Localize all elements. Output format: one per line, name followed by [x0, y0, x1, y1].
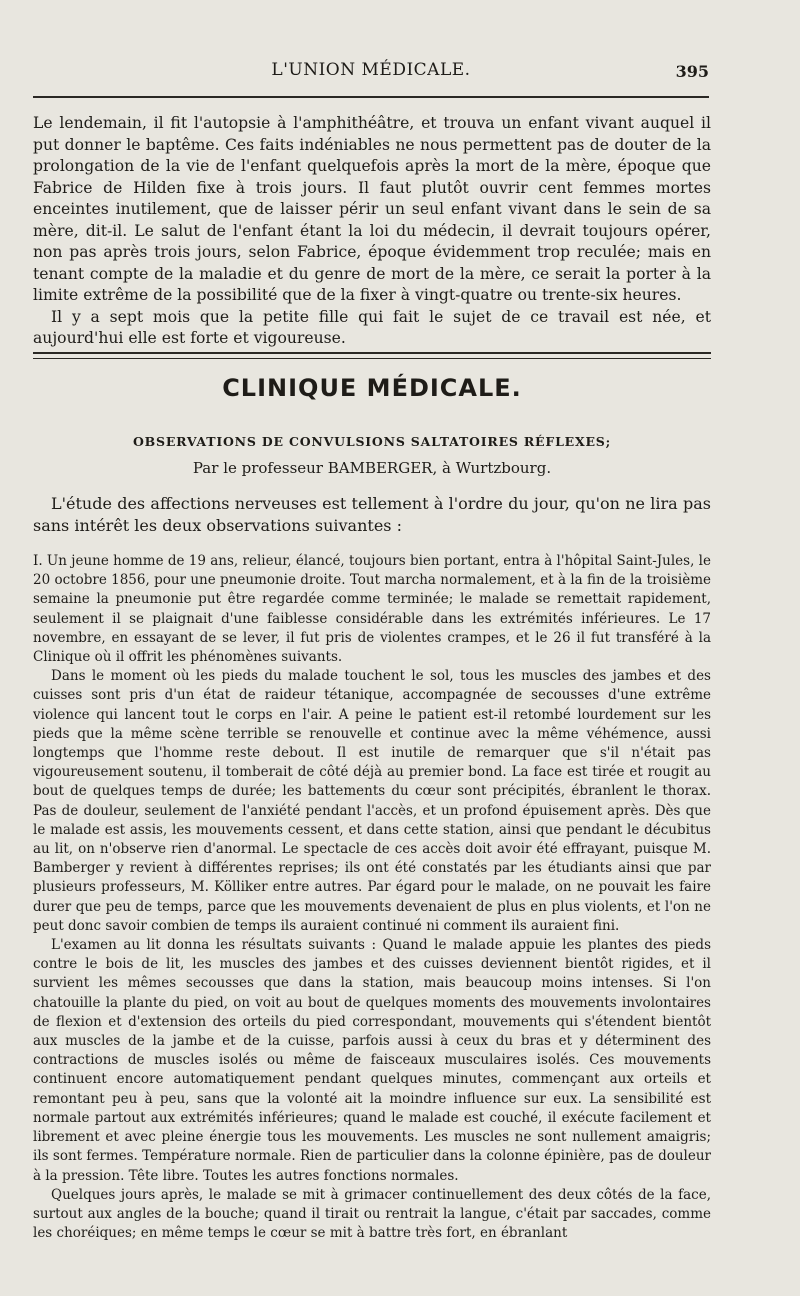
body-paragraph: L'examen au lit donna les résultats suivants : Quand le malade appuie les plantes des pieds contre le bois de lit, les muscles des jambes et des cuisses deviennent bientôt rigides, et il survient les mêmes secousses que dans la station, mais beaucoup moins intenses. Si l'on chatouille la plante du pied, on voit au bout de quelques moments des mouvements involontaires de flexion et d'extension des orteils du pied correspondant, mouvements qui s'étendent bientôt aux muscles de la jambe et de la cuisse, parfois aussi à ceux du bras et y déterminent des contractions de muscles isolés ou même de faisceaux musculaires isolés. Ces mouvements continuent encore automatiquement pendant quelques minutes, commençant aux orteils et remontant peu à peu, sans que la volonté ait la moindre influence sur eux. La sensibilité est normale partout aux extrémités inférieures; quand le malade est couché, il exécute facilement et librement et avec pleine énergie tous les mouvements. Les muscles ne sont nullement amaigris; ils sont fermes. Température normale. Rien de particulier dans la colonne épinière, pas de douleur à la pression. Tête libre. Toutes les autres fonctions normales.: [33, 937, 711, 1184]
intro-text: [33, 113, 711, 350]
lead-text: [33, 493, 711, 537]
body-paragraph: Dans le moment où les pieds du malade touchent le sol, tous les muscles des jambes et des cuisses sont pris d'un état de raideur tétanique, accompagnée de secousses d'une extrême violence qui lancent tout le corps en l'air. A peine le patient est-il retombé lourdement sur les pieds que la même scène terrible se renouvelle et continue avec la même véhémence, aussi longtemps que l'homme reste debout. Il est inutile de remarquer que s'il n'était pas vigoureusement soutenu, il tomberait de côté déjà au premier bond. La face est tirée et rougit au bout de quelques temps de durée; les battements du cœur sont précipités, ébranlent le thorax. Pas de douleur, seulement de l'anxiété pendant l'accès, et un profond épuisement après. Dès que le malade est assis, les mouvements cessent, et dans cette station, ainsi que pendant le décubitus au lit, on n'observe rien d'anormal. Le spectacle de ces accès doit avoir été effrayant, puisque M. Bamberger y revient à différentes reprises; ils ont été constatés par les étudiants ainsi que par plusieurs professeurs, M. Kölliker entre autres. Par égard pour le malade, on ne pouvait les faire durer que peu de temps, parce que les mouvements devenaient de plus en plus violents, et l'on ne peut donc savoir combien de temps ils auraient continué ni comment ils auraient fini.: [33, 668, 711, 934]
lead-paragraph: L'étude des affections nerveuses est tellement à l'ordre du jour, qu'on ne lira pas sans intérêt les deux observations suivantes :: [33, 494, 711, 535]
body-paragraph: Quelques jours après, le malade se mit à grimacer continuellement des deux côtés de la face, surtout aux angles de la bouche; quand il tirait ou rentrait la langue, c'était par saccades, comme les choréiques; en même temps le cœur se mit à battre très fort, en ébranlant: [33, 1186, 711, 1242]
running-title: L'UNION MÉDICALE.: [271, 60, 471, 80]
author-line: Par le professeur BAMBERGER, à Wurtzbourg.: [192, 459, 552, 477]
section-title: CLINIQUE MÉDICALE.: [222, 374, 522, 402]
observations-title: OBSERVATIONS DE CONVULSIONS SALTATOIRES RÉFLEXES;: [132, 434, 612, 449]
intro-paragraph: Il y a sept mois que la petite fille qui fait le sujet de ce travail est née, et aujourd'hui elle est forte et vigoureuse.: [33, 307, 711, 347]
header-rule: [33, 96, 709, 98]
intro-paragraph: Le lendemain, il fit l'autopsie à l'amphithéâtre, et trouva un enfant vivant auquel il put donner le baptême. Ces faits indéniables ne nous permettent pas de douter de la prolongation de la vie de l'enfant quelquefois après la mort de la mère, époque que Fabrice de Hilden fixe à trois jours. Il faut plutôt ouvrir cent femmes mortes enceintes inutilement, que de laisser périr un seul enfant vivant dans le sein de sa mère, dit-il. Le salut de l'enfant étant la loi du médecin, il devrait toujours opérer, non pas après trois jours, selon Fabrice, époque évidemment trop reculée; mais en tenant compte de la maladie et du genre de mort de la mère, ce serait la porter à la limite extrême de la possibilité que de la fixer à vingt-quatre ou trente-six heures.: [33, 114, 711, 304]
body-text: [33, 552, 711, 1243]
body-paragraph: I. Un jeune homme de 19 ans, relieur, élancé, toujours bien portant, entra à l'hôpital Saint-Jules, le 20 octobre 1856, pour une pneumonie droite. Tout marcha normalement, et à la fin de la troisième semaine la pneumonie put être regardée comme terminée; le malade se remettait rapidement, seulement il se plaignait d'une faiblesse considérable dans les extrémités inférieures. Le 17 novembre, en essayant de se lever, il fut pris de violentes crampes, et le 26 il fut transféré à la Clinique où il offrit les phénomènes suivants.: [33, 553, 711, 666]
page-header: [33, 60, 709, 88]
page-number: 395: [675, 62, 709, 81]
section-divider: [33, 352, 711, 359]
